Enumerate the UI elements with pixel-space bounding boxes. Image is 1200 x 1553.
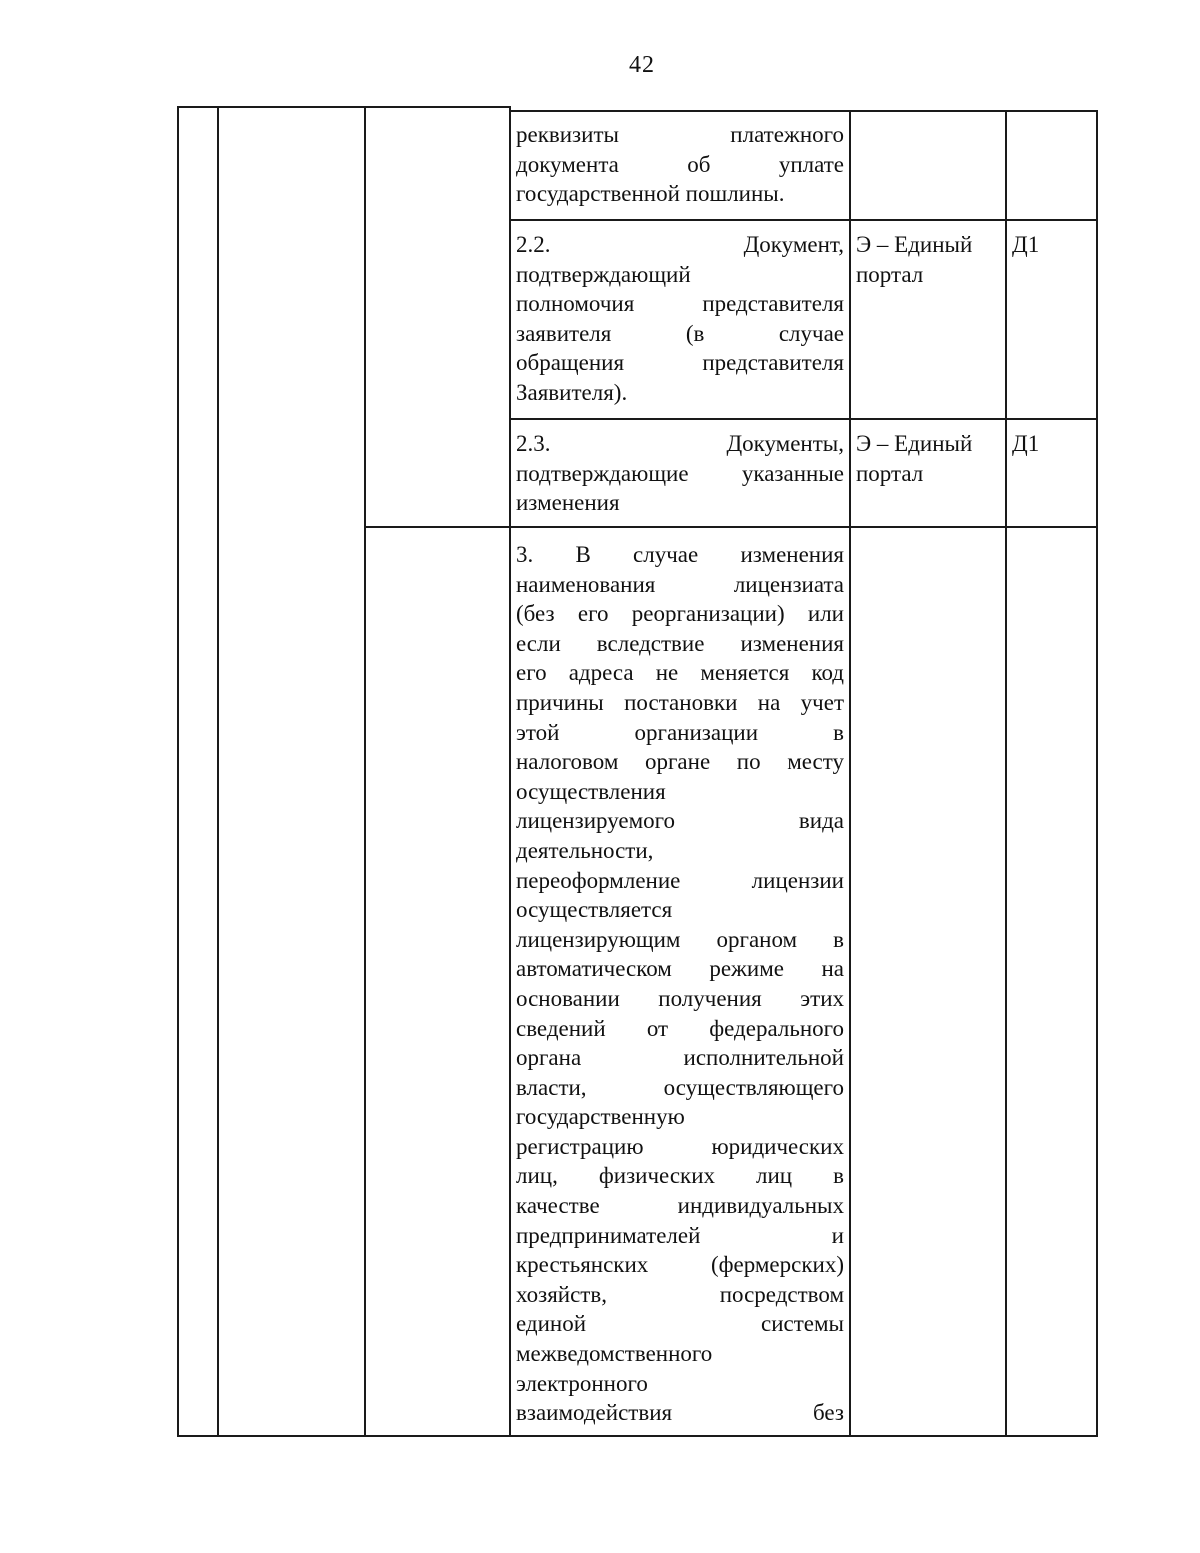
text-line: 2.3. Документы, [516, 431, 844, 456]
text-line: подтверждающие указанные [516, 460, 844, 486]
text-line: электронного [516, 1370, 648, 1396]
text-line: реквизиты платежного [516, 122, 844, 147]
text-line: портал [856, 461, 924, 486]
table-left-border [177, 106, 179, 1437]
text-line: лицензируемого вида [516, 808, 844, 834]
table-cell-method [856, 429, 1002, 489]
text-line: полномочия представителя [516, 291, 844, 317]
text-line: автоматическом режиме на [516, 956, 844, 982]
column-divider-5 [1005, 110, 1007, 1437]
text-line: качестве индивидуальных [516, 1193, 844, 1219]
text-line: подтверждающий [516, 261, 691, 287]
text-line: осуществляется [516, 897, 673, 923]
table-bottom-border [177, 1435, 1098, 1437]
text-line: налоговом органе по месту [516, 749, 844, 775]
text-line: его адреса не меняется код [516, 660, 844, 686]
text-line: Э – Единый [856, 431, 973, 456]
text-line: Заявителя). [516, 379, 628, 405]
text-line: 2.2. Документ, [516, 232, 844, 257]
text-line: основании получения этих [516, 985, 844, 1011]
page-number: 42 [629, 52, 655, 78]
table-cell-document [516, 429, 844, 518]
table-top-border-right [510, 110, 1098, 112]
text-line: межведомственного [516, 1341, 713, 1367]
table-cell-document [516, 230, 844, 408]
text-line: заявителя (в случае [516, 320, 844, 346]
row-divider-3 [364, 526, 1098, 528]
text-line: органа исполнительной [516, 1045, 844, 1071]
text-line: власти, осуществляющего [516, 1074, 844, 1100]
text-line: предпринимателей и [516, 1222, 844, 1248]
column-divider-4 [849, 110, 851, 1437]
text-line: 3. В случае изменения [516, 542, 844, 567]
text-line: осуществления [516, 778, 666, 804]
text-line: регистрацию юридических [516, 1133, 844, 1159]
text-line: лицензирующим органом в [516, 926, 844, 952]
column-divider-2 [364, 106, 366, 1437]
text-line: наименования лицензиата [516, 571, 844, 597]
text-line: изменения [516, 490, 620, 516]
text-line: государственную [516, 1104, 685, 1130]
column-divider-1 [217, 106, 219, 1437]
table-top-border-left [178, 106, 510, 108]
text-line: деятельности, [516, 837, 654, 863]
row-divider-2 [510, 418, 1098, 420]
text-line: портал [856, 262, 924, 287]
row-divider-1 [510, 219, 1098, 221]
column-divider-3 [509, 106, 511, 1437]
table-cell-document [516, 120, 844, 209]
text-line: государственной пошлины. [516, 181, 785, 207]
text-line: взаимодействия без [516, 1400, 844, 1426]
text-line: хозяйств, посредством [516, 1281, 844, 1307]
text-line: переоформление лицензии [516, 867, 844, 893]
text-line: Э – Единый [856, 232, 973, 257]
text-line: (без его реорганизации) или [516, 601, 844, 627]
table-cell-method [856, 230, 1002, 290]
table-right-border [1096, 110, 1098, 1437]
text-line: лиц, физических лиц в [516, 1163, 844, 1189]
table-cell-code: Д1 [1012, 431, 1040, 456]
text-line: обращения представителя [516, 350, 844, 376]
text-line: крестьянских (фермерских) [516, 1252, 844, 1278]
text-line: если вследствие изменения [516, 630, 844, 656]
text-line: этой организации в [516, 719, 844, 745]
table-cell-code: Д1 [1012, 232, 1040, 257]
text-line: сведений от федерального [516, 1015, 844, 1041]
table-cell-document [516, 540, 844, 1428]
text-line: документа об уплате [516, 151, 844, 177]
text-line: единой системы [516, 1311, 844, 1337]
text-line: причины постановки на учет [516, 689, 844, 715]
